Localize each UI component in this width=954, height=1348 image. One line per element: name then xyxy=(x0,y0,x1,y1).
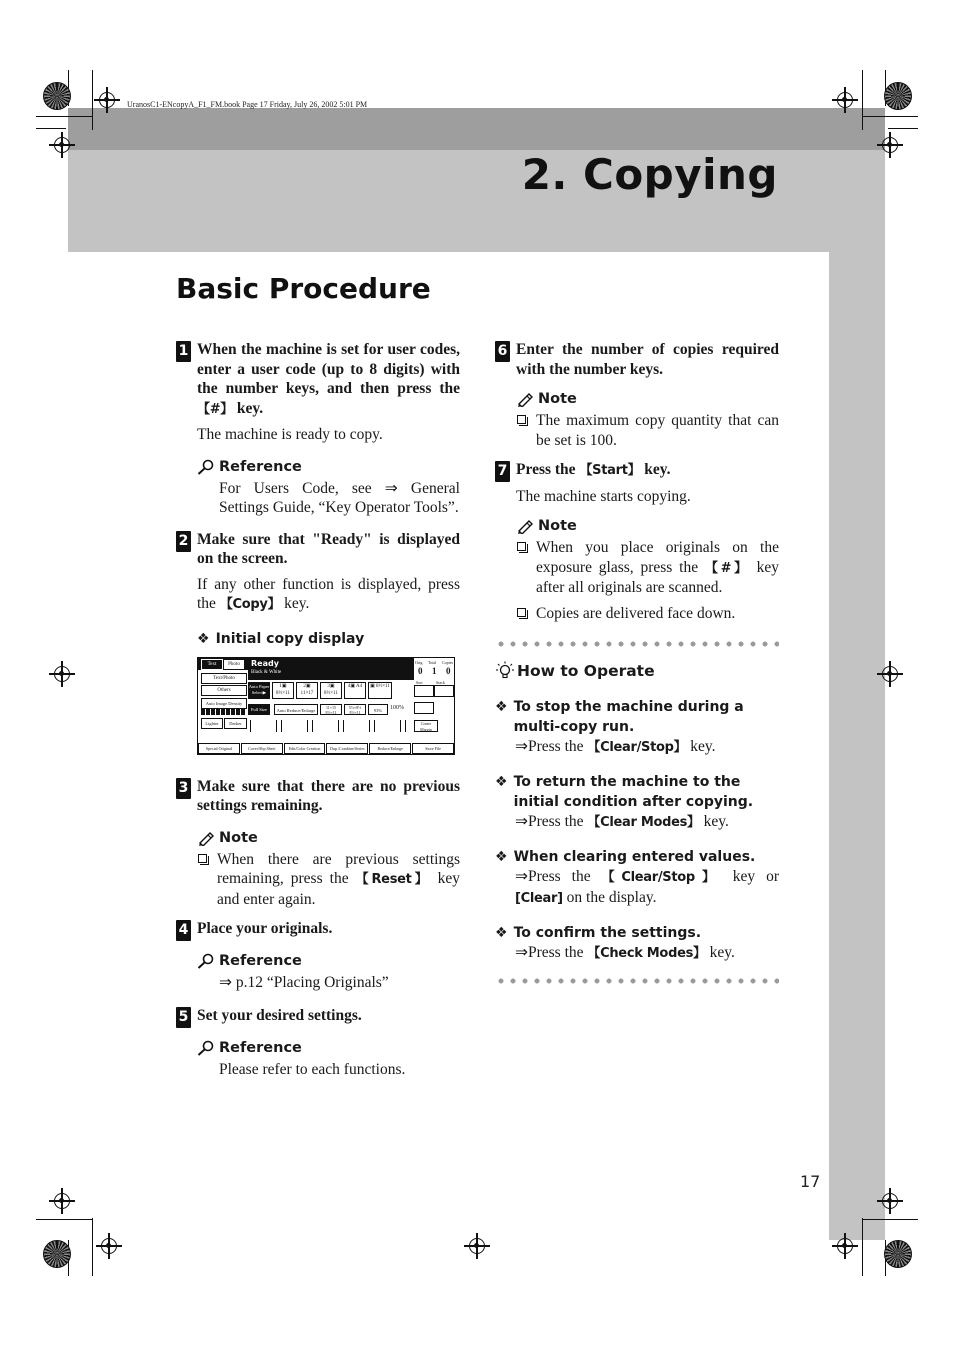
note-label: Note xyxy=(516,391,779,407)
lighter-button[interactable]: Lighter xyxy=(201,718,223,729)
step-2 xyxy=(176,530,460,755)
step-6 xyxy=(495,340,779,450)
copy-key: 【Copy】 xyxy=(219,597,281,612)
chapter-band-top-strip xyxy=(68,108,885,150)
operate-item-return: ❖ To return the machine to the initial condition after copying. ⇒Press the 【Clear Modes】 key. xyxy=(495,774,754,830)
note-list xyxy=(197,850,460,910)
paper-tray-4-button[interactable]: 4▣ A4 xyxy=(344,682,366,699)
mode-text-photo-button[interactable]: Text/Photo xyxy=(201,673,247,684)
function-tabs xyxy=(198,743,454,754)
hash-key: 【#】 xyxy=(704,560,750,576)
initial-copy-display: Text Photo Ready Black & White Text/Photo Others Auto Image Density Lighter Darker Auto Paper Select▶ 1▣ 8½×11 2▣ 11×17 3▣ 8½×11 4▣ A4 ▣ 8½×11 Orig. Total Copies 0 1 0 Sort Stack Full Size Auto Reduce/Enlarge 11×15 8½×11 5½×8½ 8½×11 93% 100% Create Margin Special Original Cover/Slip Sheet Edit/Color Creation Dup./Combine/Series Reduce/Enlarge Store File xyxy=(197,657,455,755)
step-heading: Place your originals. xyxy=(197,920,333,937)
diamond-bullet-icon: ❖ xyxy=(495,774,508,790)
ratio-93-button[interactable]: 93% xyxy=(368,704,388,715)
operate-item-stop: ❖ To stop the machine during a multi-copy run. ⇒Press the 【Clear/Stop】 key. xyxy=(495,699,744,755)
checkbox-bullet-icon xyxy=(517,608,526,617)
clear-stop-key: 【Clear/Stop】 xyxy=(587,740,687,755)
step-heading: Press the 【Start】 key. xyxy=(516,461,671,478)
step-heading: When the machine is set for user codes, enter a user code (up to 8 digits) with the number keys, and then press the 【#】 key. xyxy=(197,341,460,417)
reduce-enlarge-tab[interactable]: Reduce/Enlarge xyxy=(369,743,411,754)
magnifier-icon xyxy=(197,459,215,475)
magnifier-icon xyxy=(197,1040,215,1056)
step-heading: Enter the number of copies required with the number keys. xyxy=(516,341,779,378)
step-4 xyxy=(176,919,460,992)
section-title: Basic Procedure xyxy=(176,272,431,305)
step-number: 7 xyxy=(495,461,510,482)
density-scale xyxy=(201,709,245,715)
step-number: 4 xyxy=(176,920,191,941)
clear-stop-key: 【Clear/Stop】 xyxy=(601,870,722,885)
step-number: 2 xyxy=(176,531,191,552)
operate-item-clear: ❖ When clearing entered values. ⇒Press the 【Clear/Stop】 key or [Clear] on the display. xyxy=(495,849,780,906)
print-header-line: UranosC1-ENcopyA_F1_FM.book Page 17 Friday, July 26, 2002 5:01 PM xyxy=(127,100,368,109)
step-number: 5 xyxy=(176,1007,191,1028)
cover-slip-sheet-tab[interactable]: Cover/Slip Sheet xyxy=(241,743,283,754)
note-label: Note xyxy=(516,518,779,534)
check-modes-key: 【Check Modes】 xyxy=(587,946,706,961)
operate-item-confirm: ❖ To confirm the settings. ⇒Press the 【Check Modes】 key. xyxy=(495,925,735,961)
edit-color-creation-tab[interactable]: Edit/Color Creation xyxy=(284,743,326,754)
note-label: Note xyxy=(197,830,460,846)
display-caption: ❖ Initial copy display xyxy=(197,630,365,647)
dotted-divider xyxy=(495,978,779,984)
chapter-title: 2. Copying xyxy=(521,150,778,199)
ready-status: Ready xyxy=(251,658,279,668)
step-7 xyxy=(495,460,779,623)
step-heading: Make sure that "Ready" is displayed on the screen. xyxy=(197,530,460,567)
total-count: 1 xyxy=(432,665,437,676)
note-item: The maximum copy quantity that can be set is 100. xyxy=(516,411,779,450)
store-file-tab[interactable]: Store File xyxy=(412,743,454,754)
page-number: 17 xyxy=(800,1172,821,1191)
create-margin-button[interactable]: Create Margin xyxy=(414,720,438,732)
note-item: When there are previous settings remaining, press the 【Reset】 key and enter again. xyxy=(197,850,460,910)
special-original-tab[interactable]: Special Original xyxy=(198,743,240,754)
checkbox-bullet-icon xyxy=(517,542,526,551)
duplex-button[interactable] xyxy=(414,702,434,714)
counter-panel: Orig. Total Copies 0 1 0 xyxy=(415,659,454,676)
clear-display-key: [Clear] xyxy=(515,891,563,906)
mode-text-button[interactable]: Text xyxy=(201,659,223,670)
reference-label: Reference xyxy=(197,953,460,969)
paper-tray-1-button[interactable]: 1▣ 8½×11 xyxy=(272,682,294,699)
step-number: 1 xyxy=(176,341,191,362)
copies-count: 0 xyxy=(446,665,451,676)
reference-label: Reference xyxy=(197,1040,460,1056)
diamond-bullet-icon: ❖ xyxy=(495,699,508,715)
note-item: When you place originals on the exposure glass, press the 【#】 key after all originals are scanned. xyxy=(516,538,779,598)
mode-others-button[interactable]: Others xyxy=(201,685,247,696)
magnifier-icon xyxy=(197,953,215,969)
originals-count: 0 xyxy=(418,665,423,676)
reference-text: ⇒ p.12 “Placing Originals” xyxy=(219,973,389,991)
note-item: Copies are delivered face down. xyxy=(516,604,779,624)
dotted-divider xyxy=(495,641,779,647)
note-list xyxy=(516,411,779,450)
step-body: The machine starts copying. xyxy=(516,487,691,505)
reset-key: 【Reset】 xyxy=(355,872,431,887)
mode-photo-button[interactable]: Photo xyxy=(223,659,245,670)
step-body: The machine is ready to copy. xyxy=(197,426,383,443)
reference-text: For Users Code, see ⇒ General Settings Guide, “Key Operator Tools”. xyxy=(219,479,460,516)
left-column xyxy=(176,340,460,1087)
ratio-preset-2-button[interactable]: 5½×8½ 8½×11 xyxy=(344,704,366,715)
how-to-operate-title: How to Operate xyxy=(495,661,779,681)
stack-button[interactable] xyxy=(434,685,454,697)
finishing-buttons-row[interactable] xyxy=(248,720,408,732)
step-heading: Set your desired settings. xyxy=(197,1007,362,1024)
diamond-bullet-icon: ❖ xyxy=(197,630,210,647)
dup-combine-series-tab[interactable]: Dup./Combine/Series xyxy=(326,743,368,754)
checkbox-bullet-icon xyxy=(517,415,526,424)
bypass-tray-button[interactable]: ▣ 8½×11 xyxy=(368,682,392,699)
darker-button[interactable]: Darker xyxy=(224,718,247,729)
pencil-icon xyxy=(516,518,534,534)
start-key: 【Start】 xyxy=(579,463,641,478)
side-tab-band xyxy=(829,252,885,1240)
auto-density-button[interactable]: Auto Image Density xyxy=(201,698,247,709)
auto-paper-select-button[interactable]: Auto Paper Select▶ xyxy=(248,682,270,699)
diamond-bullet-icon: ❖ xyxy=(495,925,508,941)
pencil-icon xyxy=(516,391,534,407)
hash-key: 【#】 xyxy=(197,401,233,417)
sort-button[interactable] xyxy=(414,685,434,697)
note-list xyxy=(516,538,779,623)
step-heading: Make sure that there are no previous settings remaining. xyxy=(197,777,460,814)
clear-modes-key: 【Clear Modes】 xyxy=(587,815,700,830)
pencil-icon xyxy=(197,830,215,846)
ratio-preset-1-button[interactable]: 11×15 8½×11 xyxy=(320,704,342,715)
light-bulb-icon xyxy=(495,661,515,681)
diamond-bullet-icon: ❖ xyxy=(495,849,508,865)
step-1 xyxy=(176,340,460,518)
auto-reduce-enlarge-button[interactable]: Auto Reduce/Enlarge xyxy=(274,704,318,715)
paper-tray-3-button[interactable]: 3▣ 8½×11 xyxy=(320,682,342,699)
full-size-button[interactable]: Full Size xyxy=(248,704,270,715)
color-mode-line: Black & White xyxy=(251,669,282,675)
right-column xyxy=(495,340,779,984)
reference-label: Reference xyxy=(197,459,460,475)
step-number: 6 xyxy=(495,341,510,362)
step-body: If any other function is displayed, press the 【Copy】 key. xyxy=(197,575,460,612)
step-3 xyxy=(176,777,460,910)
checkbox-bullet-icon xyxy=(198,854,207,863)
paper-tray-2-button[interactable]: 2▣ 11×17 xyxy=(296,682,318,699)
step-5 xyxy=(176,1006,460,1079)
current-ratio: 100% xyxy=(390,704,404,711)
reference-text: Please refer to each functions. xyxy=(219,1060,406,1078)
step-number: 3 xyxy=(176,778,191,799)
